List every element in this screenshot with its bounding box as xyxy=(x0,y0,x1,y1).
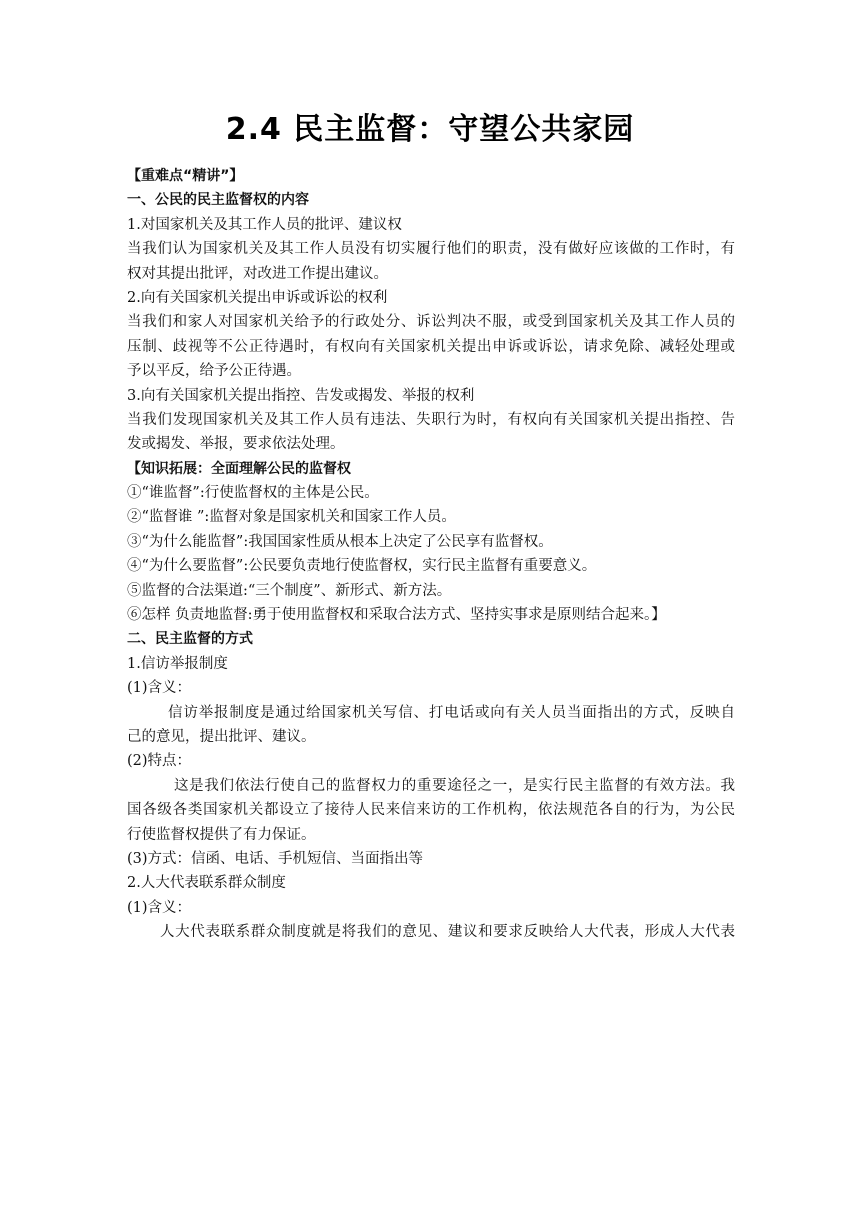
body-text-line: 人大代表联系群众制度就是将我们的意见、建议和要求反映给人大代表，形成人大代表 xyxy=(160,924,735,941)
body-text-line: 压制、歧视等不公正待遇时，有权向有关国家机关提出申诉或诉讼，请求免除、减轻处理或 xyxy=(127,338,735,355)
body-text-line: 这是我们依法行使自己的监督权力的重要途径之一，是实行民主监督的有效方法。我 xyxy=(174,777,735,794)
body-text-line: 国各级各类国家机关都设立了接待人民来信来访的工作机构，依法规范各自的行为，为公民 xyxy=(127,802,735,819)
body-text-line: 1.信访举报制度 xyxy=(127,655,228,672)
body-text-line: 行使监督权提供了有力保证。 xyxy=(127,826,316,843)
body-text-line: 2.向有关国家机关提出申诉或诉讼的权利 xyxy=(127,289,388,306)
body-text-line: 己的意见，提出批评、建议。 xyxy=(127,728,316,745)
body-text-line: ③“为什么能监督”:我国国家性质从根本上决定了公民享有监督权。 xyxy=(127,533,553,550)
body-text-line: (3)方式：信函、电话、手机短信、当面指出等 xyxy=(127,850,424,867)
body-text-line: 2.人大代表联系群众制度 xyxy=(127,875,286,892)
body-text-line: 当我们发现国家机关及其工作人员有违法、失职行为时，有权向有关国家机关提出指控、告 xyxy=(127,411,735,428)
body-text-line: 3.向有关国家机关提出指控、告发或揭发、举报的权利 xyxy=(127,387,475,404)
body-text-line: (1)含义： xyxy=(127,899,192,916)
body-text-line: 信访举报制度是通过给国家机关写信、打电话或向有关人员当面指出的方式，反映自 xyxy=(168,704,735,721)
section-heading: 【知识拓展：全面理解公民的监督权 xyxy=(127,460,351,477)
page-title: 2.4 民主监督：守望公共家园 xyxy=(225,112,635,147)
body-text-line: 当我们和家人对国家机关给予的行政处分、诉讼判决不服，或受到国家机关及其工作人员的 xyxy=(127,314,735,331)
document-body xyxy=(127,164,735,945)
section-heading: 二、民主监督的方式 xyxy=(127,631,253,648)
body-text-line: 权对其提出批评，对改进工作提出建议。 xyxy=(127,265,388,282)
body-text-line: (2)特点： xyxy=(127,753,192,770)
body-text-line: 当我们认为国家机关及其工作人员没有切实履行他们的职责，没有做好应该做的工作时，有 xyxy=(127,241,735,258)
body-text-line: ②“监督谁 ”:监督对象是国家机关和国家工作人员。 xyxy=(127,509,456,526)
body-text-line: 予以平反，给予公正待遇。 xyxy=(127,363,301,380)
section-heading: 【重难点“精讲”】 xyxy=(127,168,244,184)
body-text-line: 发或揭发、举报，要求依法处理。 xyxy=(127,436,345,453)
section-heading: 一、公民的民主监督权的内容 xyxy=(127,192,309,209)
body-text-line: ⑥怎样 负责地监督:勇于使用监督权和采取合法方式、坚持实事求是原则结合起来。】 xyxy=(127,607,666,624)
body-text-line: ⑤监督的合法渠道:“三个制度”、新形式、新方法。 xyxy=(127,582,452,599)
body-text-line: 1.对国家机关及其工作人员的批评、建议权 xyxy=(127,216,402,233)
body-text-line: (1)含义： xyxy=(127,680,192,697)
body-text-line: ①“谁监督”:行使监督权的主体是公民。 xyxy=(127,485,379,502)
body-text-line: ④“为什么要监督”:公民要负责地行使监督权，实行民主监督有重要意义。 xyxy=(127,558,597,575)
